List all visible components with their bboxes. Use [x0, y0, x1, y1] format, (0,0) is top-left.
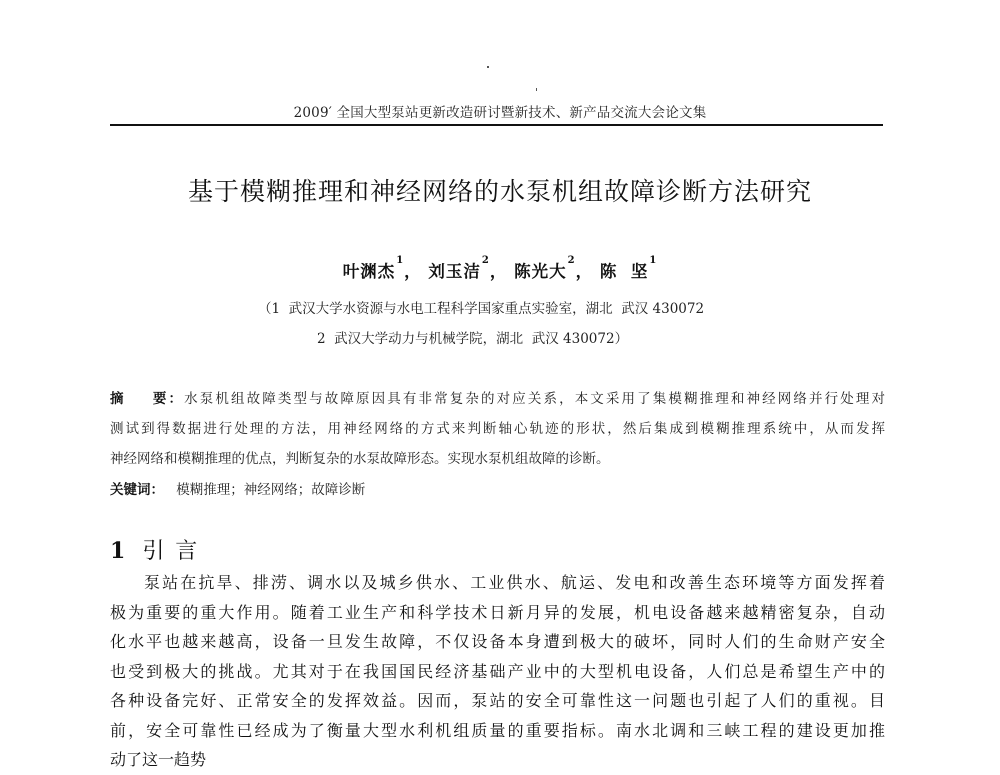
body-line: 泵站在抗旱、排涝、调水以及城乡供水、工业供水、航运、发电和改善生态环境等方面发挥着: [144, 573, 885, 592]
body-line: 各种设备完好、正常安全的发挥效益。因而，泵站的安全可靠性这一问题也引起了人们的重视。目: [110, 691, 885, 710]
body-text: [110, 568, 885, 769]
body-line: 也受到极大的挑战。尤其对于在我国国民经济基础产业中的大型机电设备，人们总是希望生产中的: [110, 661, 885, 681]
keywords-label: 关键词：: [110, 482, 164, 498]
body-line: 前，安全可靠性已经成为了衡量大型水利机组质量的重要指标。南水北调和三峡工程的建设更加推: [110, 720, 885, 740]
body-line: 化水平也越来越高，设备一旦发生故障，不仅设备本身遭到极大的破坏，同时人们的生命财产安全: [110, 632, 885, 651]
abstract-line: 神经网络和模糊推理的优点，判断复杂的水泵故障形态。实现水泵机组故障的诊断。: [110, 451, 610, 467]
abstract-line: 摘 要：水泵机组故障类型与故障原因具有非常复杂的对应关系，本文采用了集模糊推理和神经网络并行处理对: [110, 391, 885, 407]
abstract: [110, 384, 885, 474]
running-header: 2009′ 全国大型泵站更新改造研讨暨新技术、新产品交流大会论文集: [293, 105, 707, 121]
author: 刘玉洁$^2$: [428, 255, 490, 281]
author: 陈光大$^2$: [514, 255, 576, 281]
paper-title: 基于模糊推理和神经网络的水泵机组故障诊断方法研究: [187, 177, 812, 206]
section-number: 1: [110, 538, 128, 564]
body-line: 极为重要的重大作用。随着工业生产和科学技术日新月异的发展，机电设备越来越精密复杂，自动: [110, 602, 885, 622]
affiliation-1: （1 武汉大学水资源与水电工程科学国家重点实验室，湖北 武汉 430072: [258, 301, 705, 317]
keywords: [110, 478, 365, 498]
abstract-label: 摘 要：: [110, 391, 185, 407]
section-title: 引 言: [142, 539, 200, 564]
author: 叶渊杰$^1$: [342, 255, 405, 281]
author-list: 叶渊杰$^1$， 刘玉洁$^2$， 陈光大$^2$， 陈 坚$^1$: [342, 255, 658, 281]
abstract-line: 测试到得数据进行处理的方法，用神经网络的方式来判断轴心轨迹的形状，然后集成到模糊推理系统中，从而发挥: [110, 421, 885, 437]
affiliation-2: 2 武汉大学动力与机械学院，湖北 武汉 430072）: [317, 331, 629, 347]
scan-speck: [536, 88, 537, 91]
header-rule: [110, 124, 883, 126]
author: 陈 坚$^1$: [599, 255, 658, 281]
scan-speck: [487, 66, 489, 68]
section-heading: [110, 534, 199, 565]
keywords-text: 模糊推理；神经网络；故障诊断: [176, 482, 366, 498]
body-line: 动了这一趋势: [110, 750, 207, 769]
